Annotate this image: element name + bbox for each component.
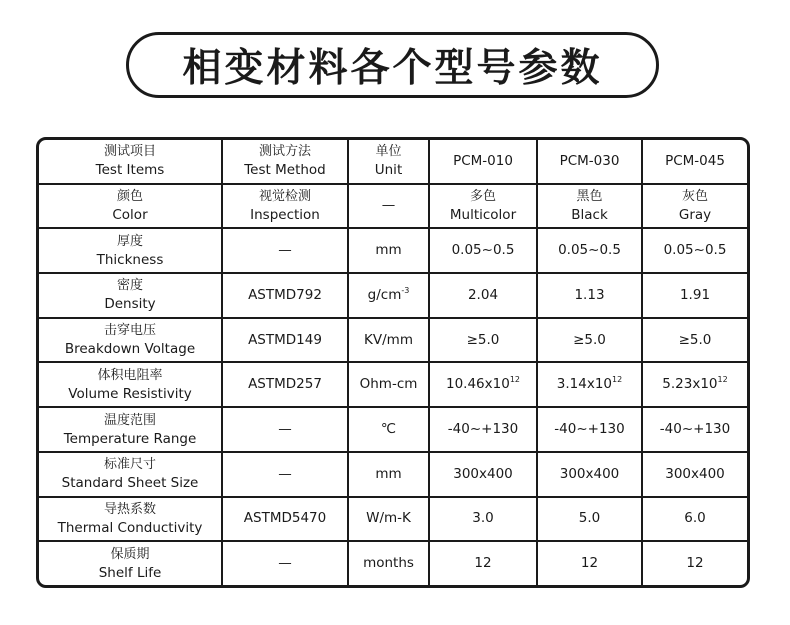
unit-cell: W/m-K [348, 497, 429, 542]
unit-base: g/cm [367, 286, 402, 303]
value-cell: 300x400 [537, 452, 642, 497]
table-row-color [39, 184, 747, 229]
value-cell: 3.0 [429, 497, 537, 542]
value-en: Black [571, 206, 608, 223]
table-row-shelf-life [39, 541, 747, 585]
table-row-volume-resistivity [39, 362, 747, 407]
value-cell [642, 184, 747, 229]
method-cell [222, 184, 348, 229]
method-cell: ASTMD257 [222, 362, 348, 407]
unit-exponent: -3 [401, 285, 410, 295]
method-cell: ASTMD149 [222, 318, 348, 363]
value-zh: 黑色 [576, 188, 603, 204]
unit-cell: months [348, 541, 429, 585]
item-name-zh: 标准尺寸 [103, 457, 156, 473]
unit-cell: — [348, 184, 429, 229]
item-name-en: Breakdown Voltage [64, 341, 196, 358]
method-en: Inspection [250, 206, 320, 223]
unit-cell: KV/mm [348, 318, 429, 363]
header-unit-zh: 单位 [375, 144, 402, 160]
item-name-zh: 导热系数 [103, 501, 156, 517]
value-cell: 300x400 [642, 452, 747, 497]
header-test-method-en: Test Method [244, 162, 326, 179]
value-cell [429, 362, 537, 407]
item-name-en: Thermal Conductivity [57, 519, 203, 536]
item-name-zh: 保质期 [110, 546, 150, 562]
method-zh: 视觉检测 [258, 188, 311, 204]
unit-cell: mm [348, 452, 429, 497]
item-name-zh: 击穿电压 [103, 323, 156, 339]
value-en: Gray [678, 206, 712, 223]
value-cell: ≥5.0 [537, 318, 642, 363]
value-base: 3.14x10 [556, 376, 613, 393]
method-cell: ASTMD792 [222, 273, 348, 318]
header-test-method-zh: 测试方法 [258, 144, 311, 160]
item-cell [39, 318, 222, 363]
value-cell: -40~+130 [537, 407, 642, 452]
item-cell [39, 452, 222, 497]
unit-cell: Ohm-cm [348, 362, 429, 407]
table-header-row [39, 140, 747, 184]
value-cell: 12 [429, 541, 537, 585]
header-model-pcm-045: PCM-045 [642, 140, 747, 184]
value-cell: 2.04 [429, 273, 537, 318]
table-row-thickness [39, 228, 747, 273]
value-cell [429, 184, 537, 229]
value-exponent: 12 [509, 375, 520, 385]
item-cell [39, 497, 222, 542]
method-cell: — [222, 452, 348, 497]
item-name-en: Standard Sheet Size [61, 475, 199, 492]
value-cell [537, 184, 642, 229]
value-base: 5.23x10 [662, 376, 718, 393]
method-cell: — [222, 541, 348, 585]
header-test-items [39, 140, 222, 184]
value-cell [642, 362, 747, 407]
value-cell: 12 [642, 541, 747, 585]
value-cell: 0.05~0.5 [429, 228, 537, 273]
item-name-en: Volume Resistivity [68, 385, 192, 402]
unit-cell: mm [348, 228, 429, 273]
item-name-zh: 体积电阻率 [97, 367, 163, 383]
parameters-table [39, 140, 747, 585]
value-en: Multicolor [449, 206, 517, 223]
item-cell [39, 184, 222, 229]
value-cell: 5.0 [537, 497, 642, 542]
item-name-zh: 厚度 [116, 233, 143, 249]
value-cell: ≥5.0 [642, 318, 747, 363]
value-cell [537, 362, 642, 407]
value-exponent: 12 [717, 375, 728, 385]
value-cell: 6.0 [642, 497, 747, 542]
value-cell: 1.91 [642, 273, 747, 318]
value-zh: 灰色 [681, 188, 708, 204]
method-cell: ASTMD5470 [222, 497, 348, 542]
table-row-breakdown-voltage [39, 318, 747, 363]
unit-cell [348, 273, 429, 318]
header-unit [348, 140, 429, 184]
value-zh: 多色 [469, 188, 496, 204]
header-model-pcm-010: PCM-010 [429, 140, 537, 184]
table-row-temperature-range [39, 407, 747, 452]
header-test-items-en: Test Items [95, 162, 165, 179]
header-unit-en: Unit [374, 162, 403, 179]
value-cell: -40~+130 [429, 407, 537, 452]
item-name-zh: 密度 [116, 278, 143, 294]
value-cell: 0.05~0.5 [537, 228, 642, 273]
item-cell [39, 228, 222, 273]
unit-cell: ℃ [348, 407, 429, 452]
value-cell: -40~+130 [642, 407, 747, 452]
parameters-table-frame [36, 137, 750, 588]
value-cell: 12 [537, 541, 642, 585]
value-exponent: 12 [612, 375, 623, 385]
table-row-standard-sheet-size [39, 452, 747, 497]
page-title: 相变材料各个型号参数 [182, 46, 603, 91]
item-name-zh: 颜色 [116, 188, 143, 204]
header-model-pcm-030: PCM-030 [537, 140, 642, 184]
title-banner [126, 32, 659, 98]
table-row-density [39, 273, 747, 318]
method-cell: — [222, 407, 348, 452]
header-test-items-zh: 测试项目 [103, 144, 156, 160]
item-name-zh: 温度范围 [103, 412, 156, 428]
item-name-en: Thickness [96, 251, 164, 268]
value-cell: 1.13 [537, 273, 642, 318]
item-name-en: Shelf Life [98, 564, 162, 581]
table-row-thermal-conductivity [39, 497, 747, 542]
method-cell: — [222, 228, 348, 273]
value-cell: ≥5.0 [429, 318, 537, 363]
value-cell: 0.05~0.5 [642, 228, 747, 273]
header-test-method [222, 140, 348, 184]
item-cell [39, 541, 222, 585]
item-cell [39, 273, 222, 318]
item-cell [39, 362, 222, 407]
value-cell: 300x400 [429, 452, 537, 497]
item-name-en: Density [104, 296, 156, 313]
item-cell [39, 407, 222, 452]
item-name-en: Temperature Range [63, 430, 197, 447]
value-base: 10.46x10 [445, 376, 510, 393]
item-name-en: Color [112, 206, 148, 223]
